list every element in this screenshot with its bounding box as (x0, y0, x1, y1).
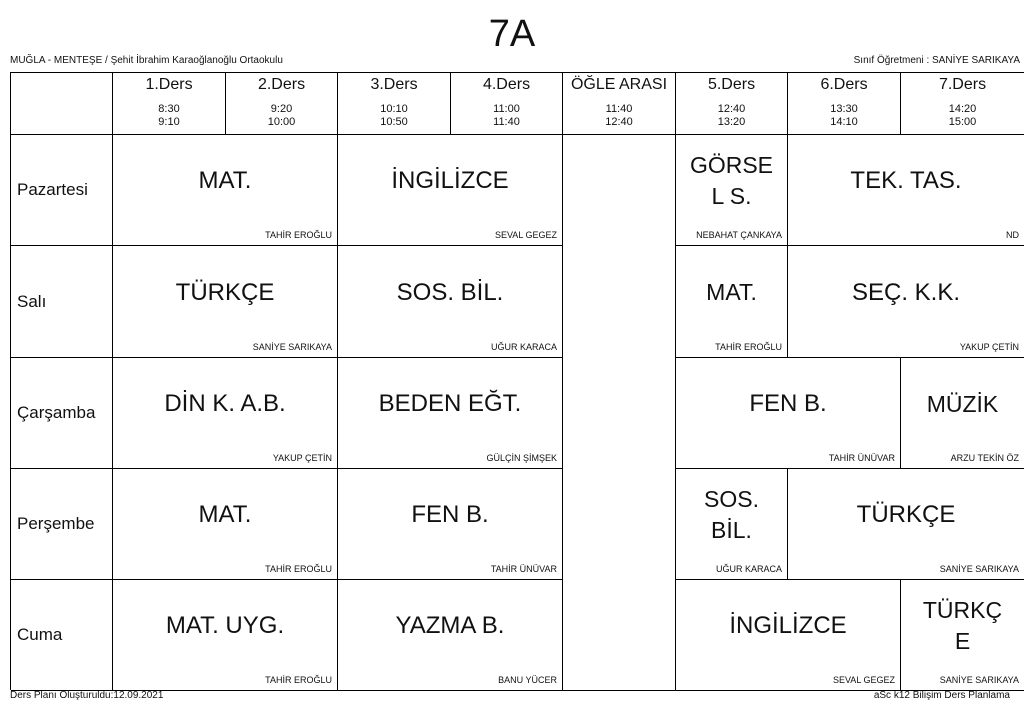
lesson-subject: SOS. BİL. (396, 278, 504, 306)
class-title: 7A (488, 13, 536, 55)
lesson-teacher: SANİYE SARIKAYA (939, 675, 1019, 685)
lesson-cell (113, 246, 338, 358)
period-header (788, 73, 901, 135)
lesson-cell (113, 469, 338, 580)
lesson-cell (676, 246, 788, 358)
lesson-teacher: TAHİR EROĞLU (265, 564, 332, 574)
lesson-cell (113, 580, 338, 691)
lesson-cell (676, 580, 901, 691)
school-name: MUĞLA - MENTEŞE / Şehit İbrahim Karaoğlanoğlu Ortaokulu (10, 55, 283, 66)
period-name: 1.Ders (145, 76, 193, 93)
lesson-teacher: YAKUP ÇETİN (959, 342, 1019, 352)
lesson-subject: TEK. TAS. (850, 167, 962, 194)
lesson-subject: İNGİLİZCE (391, 167, 509, 194)
period-header (451, 73, 563, 135)
lesson-cell (676, 469, 788, 580)
lesson-cell (676, 135, 788, 246)
lesson-cell (338, 469, 563, 580)
lesson-teacher: UĞUR KARACA (490, 342, 557, 352)
lesson-teacher: YAKUP ÇETİN (272, 453, 332, 463)
lesson-cell (788, 246, 1024, 358)
corner-cell (11, 73, 113, 135)
period-header (901, 73, 1024, 135)
period-end: 9:10 (158, 116, 180, 128)
period-end: 12:40 (605, 116, 633, 128)
period-header (338, 73, 451, 135)
lunch-break-column (563, 135, 676, 691)
lesson-teacher: SANİYE SARIKAYA (939, 564, 1019, 574)
lesson-teacher: TAHİR ÜNÜVAR (828, 453, 895, 463)
period-start: 11:40 (605, 103, 633, 115)
lesson-subject: MÜZİK (926, 390, 999, 417)
lesson-subject: TÜRKÇE (175, 278, 275, 306)
lesson-teacher: ARZU TEKİN ÖZ (950, 453, 1019, 463)
lesson-subject: YAZMA B. (395, 612, 505, 639)
lesson-teacher: TAHİR ÜNÜVAR (490, 564, 557, 574)
lesson-subject: GÖRSE L S. (689, 152, 774, 209)
lesson-subject: BEDEN EĞT. (378, 390, 522, 417)
lesson-teacher: SEVAL GEGEZ (832, 675, 895, 685)
lunch-break-header (563, 73, 676, 135)
lesson-teacher: GÜLÇİN ŞİMŞEK (486, 453, 557, 463)
period-end: 10:00 (267, 116, 296, 128)
period-end: 11:40 (493, 116, 520, 128)
period-start: 11:00 (493, 103, 520, 115)
lesson-cell (338, 246, 563, 358)
lesson-subject: MAT. (706, 279, 757, 305)
lesson-teacher: SANİYE SARIKAYA (252, 342, 332, 352)
lesson-cell (113, 358, 338, 469)
period-header (113, 73, 226, 135)
lesson-subject: DİN K. A.B. (164, 390, 286, 417)
day-label: Salı (11, 246, 113, 358)
lesson-subject: İNGİLİZCE (729, 612, 847, 639)
lesson-subject: FEN B. (411, 501, 489, 528)
day-label: Cuma (11, 580, 113, 691)
period-end: 15:00 (948, 116, 977, 128)
class-teacher: Sınıf Öğretmeni : SANİYE SARIKAYA (853, 55, 1020, 66)
lesson-cell (901, 580, 1024, 691)
lesson-teacher: TAHİR EROĞLU (715, 342, 782, 352)
period-start: 13:30 (830, 103, 858, 115)
period-start: 9:20 (270, 103, 293, 115)
lesson-cell (338, 358, 563, 469)
lesson-cell (676, 358, 901, 469)
lesson-subject: SOS. BİL. (704, 486, 759, 543)
lesson-subject: MAT. UYG. (165, 612, 285, 639)
created-date: Ders Planı Oluşturuldu:12.09.2021 (10, 690, 164, 701)
period-start: 12:40 (717, 103, 746, 115)
period-header (226, 73, 338, 135)
period-name: 3.Ders (370, 76, 418, 93)
lesson-subject: TÜRKÇE (856, 501, 956, 528)
timetable-grid (10, 72, 1024, 690)
lesson-cell (338, 135, 563, 246)
period-name: ÖĞLE ARASI (570, 76, 668, 93)
day-label: Pazartesi (11, 135, 113, 246)
period-end: 13:20 (717, 116, 746, 128)
period-name: 7.Ders (938, 76, 987, 93)
day-label: Çarşamba (11, 358, 113, 469)
lesson-teacher: UĞUR KARACA (715, 564, 782, 574)
lesson-cell (788, 469, 1024, 580)
day-label: Perşembe (11, 469, 113, 580)
period-end: 10:50 (380, 116, 408, 128)
period-end: 14:10 (830, 116, 858, 128)
lesson-teacher: TAHİR EROĞLU (265, 230, 332, 240)
lesson-teacher: BANU YÜCER (498, 675, 557, 685)
software-credit: aSc k12 Bilişim Ders Planlama (873, 690, 1010, 701)
lesson-subject: MAT. (198, 501, 252, 528)
lesson-cell (338, 580, 563, 691)
lesson-teacher: TAHİR EROĞLU (265, 675, 332, 685)
lesson-subject: SEÇ. K.K. (851, 278, 961, 306)
lesson-subject: FEN B. (749, 390, 827, 417)
period-name: 4.Ders (482, 76, 531, 93)
period-name: 6.Ders (820, 76, 868, 93)
period-start: 14:20 (948, 103, 977, 115)
period-start: 10:10 (380, 103, 408, 115)
period-header (676, 73, 788, 135)
period-name: 5.Ders (707, 76, 756, 93)
period-start: 8:30 (158, 103, 180, 115)
lesson-subject: MAT. (198, 167, 252, 194)
lesson-teacher: ND (1006, 230, 1019, 240)
lesson-cell (901, 358, 1024, 469)
lesson-teacher: SEVAL GEGEZ (494, 230, 557, 240)
lesson-cell (113, 135, 338, 246)
lesson-cell (788, 135, 1024, 246)
lesson-teacher: NEBAHAT ÇANKAYA (696, 230, 782, 240)
period-name: 2.Ders (257, 76, 306, 93)
lesson-subject: TÜRKÇ E (922, 597, 1003, 654)
